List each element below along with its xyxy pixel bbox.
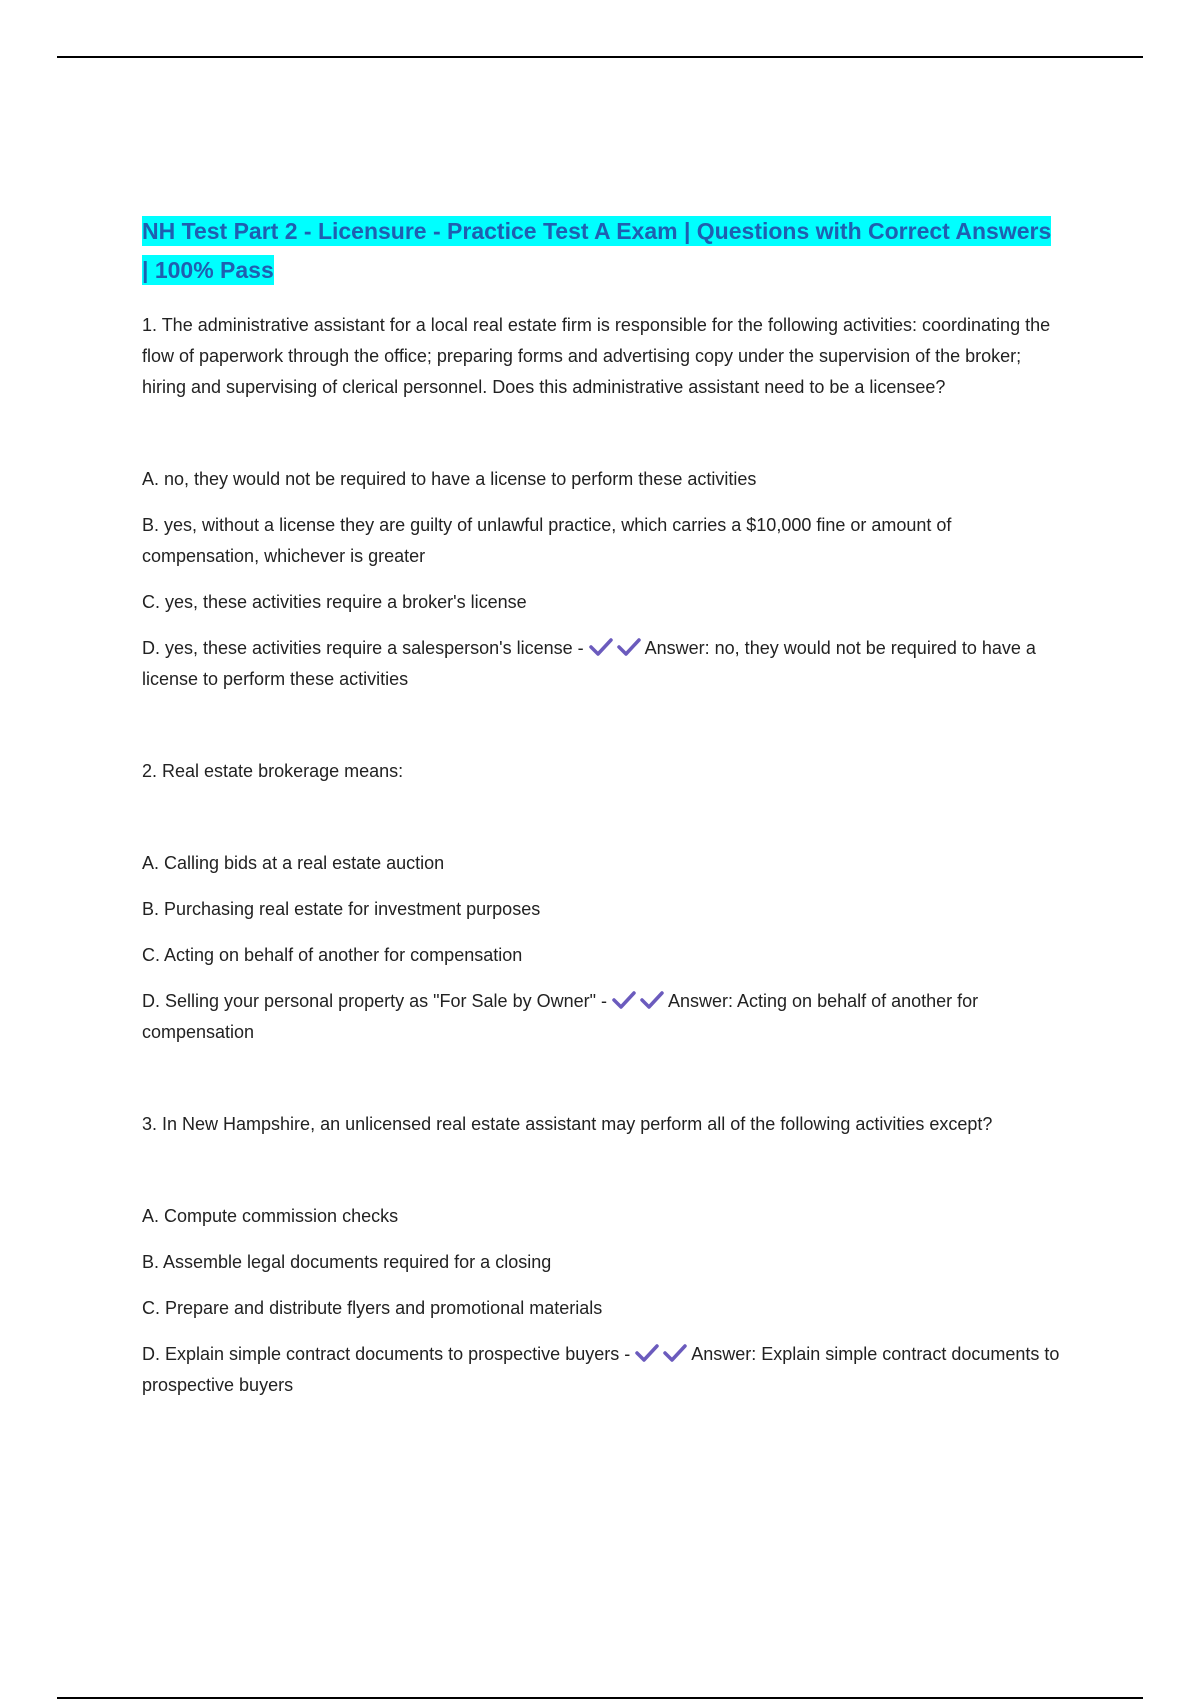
option-c: C. yes, these activities require a broker's license (142, 592, 527, 612)
option-d-with-answer (142, 1339, 1060, 1401)
option-d-with-answer (142, 633, 1060, 695)
question-text: 1. The administrative assistant for a local real estate firm is responsible for the following activities: coordinating the flow of paperwork through the office; preparing forms and advertising copy under the supervision of the broker; hiring and supervising of clerical personnel. Does this administrative assistant need to be a licensee? (142, 315, 1051, 397)
option-b: B. yes, without a license they are guilty of unlawful practice, which carries a $10,000 fine or amount of compensation, whichever is greater (142, 515, 952, 566)
option-d: D. Selling your personal property as "For Sale by Owner" - (142, 991, 612, 1011)
option-a: A. no, they would not be required to have a license to perform these activities (142, 469, 757, 489)
option-d-with-answer (142, 986, 1060, 1048)
option-c: C. Acting on behalf of another for compensation (142, 945, 523, 965)
option-c: C. Prepare and distribute flyers and promotional materials (142, 1298, 603, 1318)
title-highlight: NH Test Part 2 - Licensure - Practice Test A Exam | Questions with Correct Answers | 100% Pass (142, 218, 1052, 283)
option-b: B. Purchasing real estate for investment purposes (142, 899, 541, 919)
question-block-1 (142, 310, 1060, 695)
correct-answer: Answer: Acting on behalf of another for compensation (142, 991, 979, 1042)
option-a: A. Calling bids at a real estate auction (142, 853, 445, 873)
bottom-rule (57, 1697, 1143, 1699)
checkmark-icon (640, 990, 664, 1010)
question-block-2 (142, 756, 1060, 1048)
option-b: B. Assemble legal documents required for a closing (142, 1252, 552, 1272)
correct-answer: Answer: Explain simple contract documents to prospective buyers (142, 1344, 1060, 1395)
checkmark-icon (589, 637, 613, 657)
document-body (142, 212, 1060, 1416)
question-text: 3. In New Hampshire, an unlicensed real estate assistant may perform all of the following activities except? (142, 1114, 993, 1134)
checkmark-icon (663, 1343, 687, 1363)
option-a: A. Compute commission checks (142, 1206, 399, 1226)
question-block-3 (142, 1109, 1060, 1401)
option-d: D. yes, these activities require a salesperson's license - (142, 638, 589, 658)
option-d: D. Explain simple contract documents to prospective buyers - (142, 1344, 636, 1364)
correct-answer: Answer: no, they would not be required to have a license to perform these activities (142, 638, 1036, 689)
top-rule (57, 56, 1143, 58)
checkmark-icon (635, 1343, 659, 1363)
document-title (142, 212, 1060, 290)
checkmark-icon (617, 637, 641, 657)
checkmark-icon (612, 990, 636, 1010)
question-text: 2. Real estate brokerage means: (142, 761, 404, 781)
